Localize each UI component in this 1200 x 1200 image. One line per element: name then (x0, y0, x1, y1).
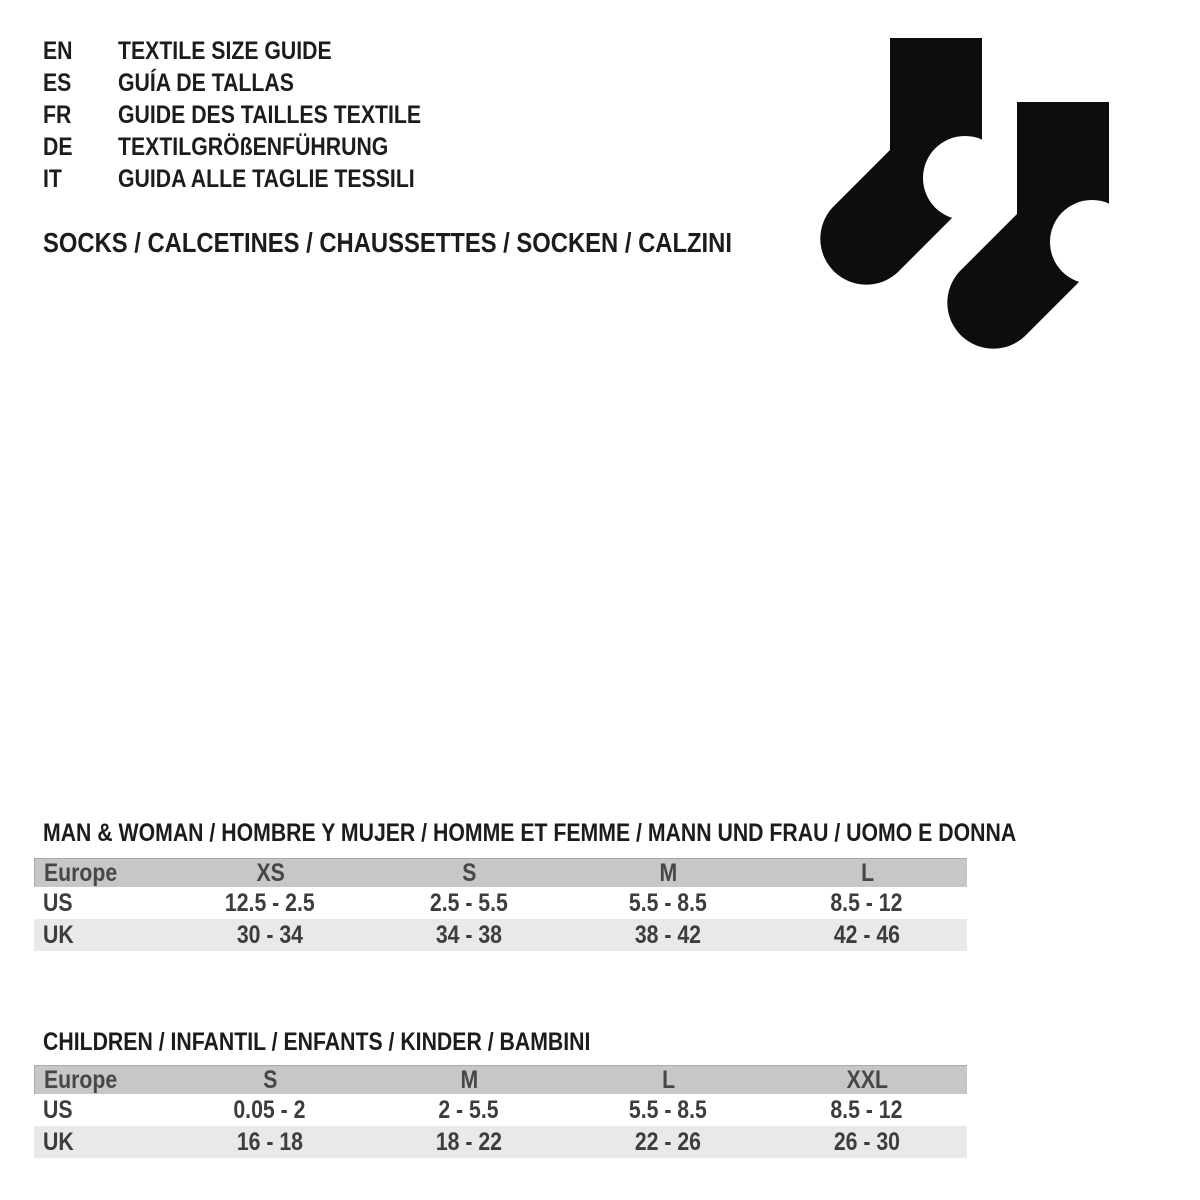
socks-icon (810, 30, 1140, 360)
size-cell: 8.5 - 12 (830, 888, 903, 917)
language-row-fr (43, 99, 475, 131)
size-cell: 42 - 46 (833, 920, 900, 949)
size-cell: 34 - 38 (435, 920, 502, 949)
language-row-de (43, 131, 475, 163)
size-cell: 18 - 22 (435, 1127, 502, 1156)
column-header-l: L (861, 858, 874, 887)
size-cell: 0.05 - 2 (233, 1095, 306, 1124)
language-label: TEXTILE SIZE GUIDE (118, 36, 332, 65)
size-cell: 12.5 - 2.5 (224, 888, 315, 917)
language-code: FR (43, 100, 72, 129)
size-cell: 38 - 42 (634, 920, 701, 949)
size-cell: 8.5 - 12 (830, 1095, 903, 1124)
column-header-l: L (662, 1065, 675, 1094)
language-code: ES (43, 68, 72, 97)
table-row-us (34, 887, 967, 919)
heel-cutout-right (1050, 200, 1134, 284)
language-code: DE (43, 132, 73, 161)
category-line: SOCKS / CALCETINES / CHAUSSETTES / SOCKEN / CALZINI (43, 227, 732, 258)
table-row-uk (34, 1126, 967, 1158)
size-cell: 16 - 18 (236, 1127, 303, 1156)
column-header-europe: Europe (44, 858, 118, 887)
language-row-es (43, 67, 475, 99)
column-header-europe: Europe (44, 1065, 118, 1094)
size-cell: 5.5 - 8.5 (628, 888, 707, 917)
adults-size-table (34, 858, 967, 951)
column-header-xs: XS (256, 858, 285, 887)
children-size-table (34, 1065, 967, 1158)
table-header-row (34, 858, 967, 887)
language-label: GUIDA ALLE TAGLIE TESSILI (118, 164, 415, 193)
column-header-xxl: XXL (846, 1065, 889, 1094)
language-list (43, 35, 475, 195)
language-label: GUÍA DE TALLAS (118, 68, 294, 97)
adults-table-title: MAN & WOMAN / HOMBRE Y MUJER / HOMME ET FEMME / MANN UND FRAU / UOMO E DONNA (43, 819, 1017, 847)
row-label-us: US (43, 888, 73, 917)
language-label: TEXTILGRÖßENFÜHRUNG (118, 132, 389, 161)
row-label-uk: UK (43, 920, 74, 949)
size-cell: 30 - 34 (236, 920, 303, 949)
language-row-en (43, 35, 475, 67)
table-row-uk (34, 919, 967, 951)
column-header-s: S (462, 858, 477, 887)
size-cell: 22 - 26 (634, 1127, 701, 1156)
language-code: IT (43, 164, 62, 193)
column-header-m: M (460, 1065, 479, 1094)
children-table-title: CHILDREN / INFANTIL / ENFANTS / KINDER / BAMBINI (43, 1028, 591, 1056)
size-cell: 5.5 - 8.5 (628, 1095, 707, 1124)
language-label: GUIDE DES TAILLES TEXTILE (118, 100, 422, 129)
heel-cutout-left (923, 136, 1007, 220)
size-cell: 26 - 30 (833, 1127, 900, 1156)
language-code: EN (43, 36, 73, 65)
row-label-uk: UK (43, 1127, 74, 1156)
table-row-us (34, 1094, 967, 1126)
size-cell: 2.5 - 5.5 (429, 888, 508, 917)
language-row-it (43, 163, 475, 195)
size-cell: 2 - 5.5 (438, 1095, 499, 1124)
column-header-s: S (263, 1065, 278, 1094)
table-header-row (34, 1065, 967, 1094)
column-header-m: M (659, 858, 678, 887)
row-label-us: US (43, 1095, 73, 1124)
